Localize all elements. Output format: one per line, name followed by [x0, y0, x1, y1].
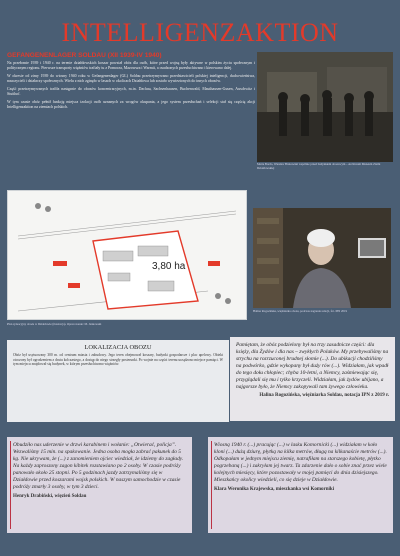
quote-text: Obudziło nas uderzenie w drzwi karabinem i wołanie: „Otwierać, policja”. Wezwaliśmy 15 min. na spakowanie. Jedna osoba mogła zabrać pakunek do 5 kg. Nie ukrywam, że (...) z zanomieniem ojciec wiedział, że idziemy do zagłady. Na każdy zaproszony zagon kibitek rozstawiano po 2 osoby. W czasie podróży panowało około 25 stopni. Po 5 godzinach jazdy zatrzymaliśmy się w Działdowie przed koszarami wojsk polskich. W naszym samochodzie w czasie podróży zmarły 3 osoby, w tym 3 dzieci. — [13, 442, 184, 490]
quote-rule — [211, 441, 212, 529]
section-heading: GEFANGENENLAGER SOLDAU (XII 1939-IV 1940) — [7, 52, 162, 59]
camp-site-plan — [7, 190, 247, 320]
location-section — [7, 340, 229, 422]
map-caption: Plan sytuacyjny obozu w Działdowie (ilustracja). Opracowanie: M. Jankowski — [7, 322, 102, 326]
photo-caption: Maria Bordo, Wiesław Brakowski wspólnie przed budynkiem obozowym – Archiwum Muzeum Ziemi Działdowskiej — [257, 162, 381, 170]
witness-photo — [253, 208, 391, 308]
witness-photo-image — [253, 208, 391, 308]
paragraph: W okresie od zimy 1939 do wiosny 1940 roku w Gefangenenlager (GL) Soldau przetrzymywano przedstawicieli polskiej inteligencji, duchowieństwa, nauczycieli i działaczy społecznych. Wielu z nich zginęło w lasach w okolicach Działdowa lub zostało wywiezionych do innych obozów. — [7, 74, 255, 83]
photo-caption: Halina Rogozińska, więźniarka obozu, podczas nagrania relacji, fot. IPN 2019 — [253, 309, 348, 313]
testimony-quote — [208, 437, 393, 533]
location-text: Obóz był usytuowany 300 m. od centrum miasta i zabudowy. Jego teren obejmował koszary, budynki gospodarcze i plac apelowy. Obiekt otoczony był ogrodzeniem z drutu kolczastego, a dostęp do niego strzegły posterunki. Po wojnie na części terenu urządzono miejsce pamięci. W tym miejscu znajdował się budynek, w którym przesłuchiwano więźniów. — [13, 353, 223, 366]
camp-description-section — [7, 52, 255, 182]
location-heading: LOKALIZACJA OBOZU — [84, 344, 152, 351]
quote-text: Wiosną 1940 r. (...) pracując (...) w lasku Komornicki (...) widziałam w koło kloni (...) dużą dziurę, płytką na kilka metrów, długą na kilkanaście metrów (...). Odkopałam w jednym miejscu ziemię, natrafiłam na starszego kobietę, płytko pogrzebaną (...) i zakryłam jej twarz. Ta zdarzenie dało o sobie znać przez wiele kolejnych miesięcy, które pozostawały w mojej pamięci do dnia dzisiejszego. Mieszkańcy okolicy wiedzieli, co się dzieje w Działdowie. — [214, 442, 387, 483]
testimony-quote — [230, 337, 395, 421]
quote-source: Klara Weronika Krajewska, mieszkanka wsi Komorniki — [214, 487, 335, 492]
paragraph: Część przetrzymywanych trafiła następnie do obozów koncentracyjnych, m.in. Dachau, Sachsenhausen, Buchenwald, Mauthausen-Gusen, Auschwitz i Stutthof. — [7, 87, 255, 96]
paragraph: Na przełomie 1939 i 1940 r. na terenie działdowskich koszar powstał obóz dla osób, które przed wojną były aktywne w polskim życiu społecznym i politycznym regionu. Pierwsze transporty więźniów trafiały tu z Pomorza, Mazowsza i Warmii, a osadzonych przesłuchiwano i kierowano dalej. — [7, 61, 255, 70]
historical-photo-image — [257, 52, 393, 162]
site-plan-drawing — [8, 191, 246, 319]
quote-source: Halina Rogozińska, więźniarka Soldau, notacja IPN z 2019 r. — [259, 393, 389, 398]
area-label: 3,80 ha — [152, 261, 186, 272]
historical-photo — [257, 52, 393, 162]
quote-rule — [10, 441, 11, 529]
testimony-quote — [7, 437, 192, 533]
quote-text: Pamiętam, że obóz podzielony był na trzy zasadnicze części: dla księży, dla Żydów i dla nas – zwykłych Polaków. My przebywaliśmy na strychu na rozrzuconej brudnej słomie (...). Do ubikacji chodziliśmy na podwórko, gdzie wykopany był duży rów (...). Widziałam, jak wpadł do tego dołu chłopiec; chyba 10-letni, a Niemcy, zaśmiewając się, przyglądali się mu i tylko krzyczeli. Widziałam, jak żydów ubijano, a najgorsze było, że Niemcy zakopywali tam żywego człowieka. — [236, 342, 389, 390]
page-title: INTELLIGENZAKTION — [61, 18, 339, 47]
paragraph: W tym czasie obóz pełnił funkcję miejsca izolacji osób uznanych za wrogów okupanta, a jego system przesłuchań i selekcji stał się częścią akcji Intelligenzaktion na ziemiach polskich. — [7, 100, 255, 109]
quote-source: Henryk Drabiński, więzień Soldau — [13, 494, 87, 499]
